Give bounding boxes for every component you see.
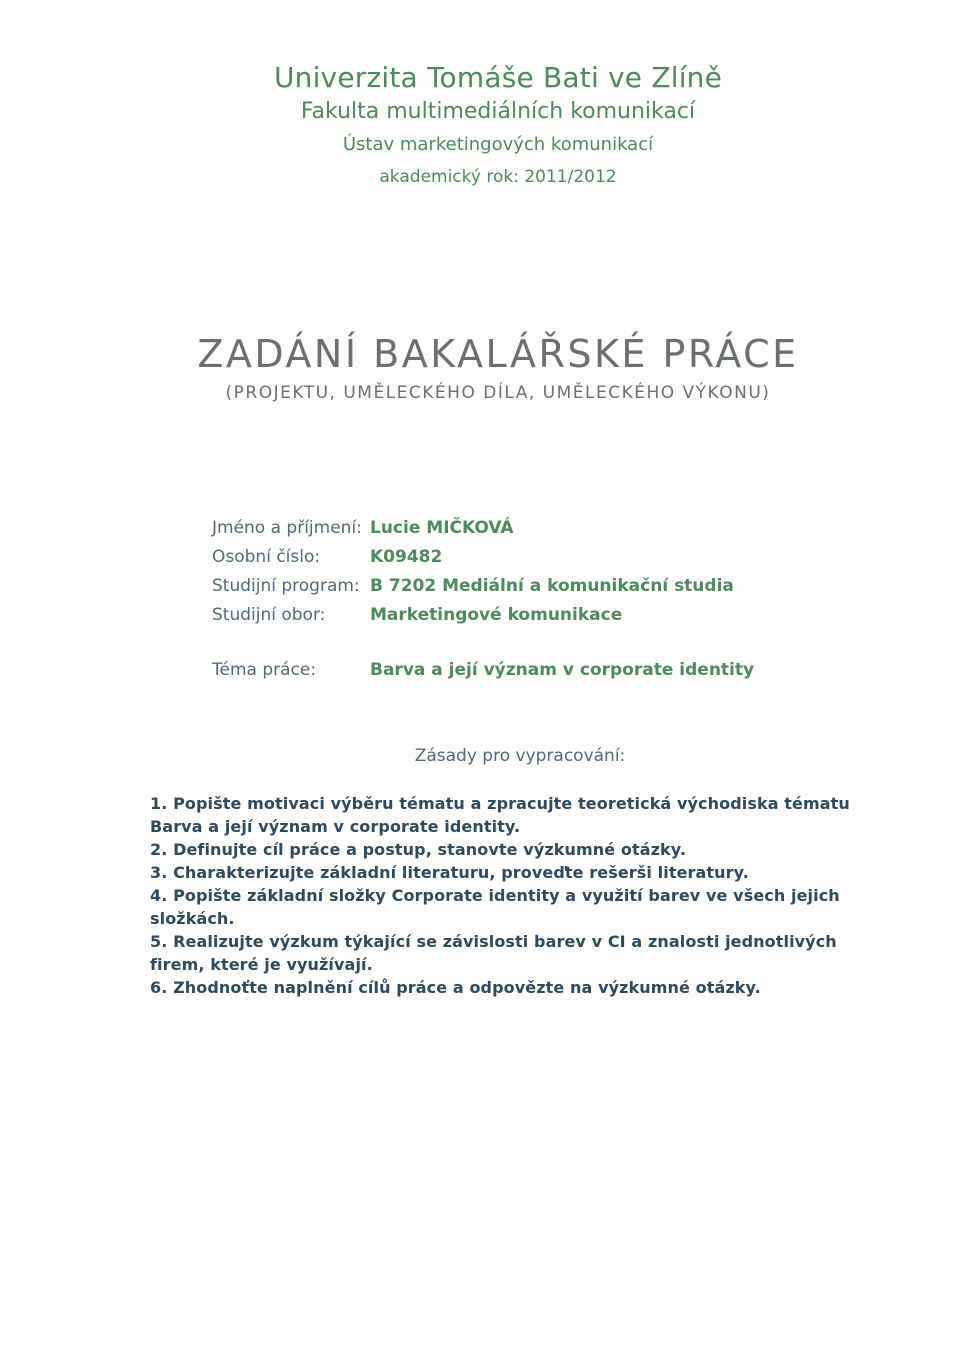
principle-item: 2. Definujte cíl práce a postup, stanovte výzkumné otázky. — [150, 840, 687, 859]
id-value: K09482 — [370, 547, 443, 567]
faculty-name: Fakulta multimediálních komunikací — [300, 99, 696, 124]
principle-item: 5. Realizujte výzkum týkající se závislosti barev v CI a znalosti jednotlivých firem, které je využívají. — [150, 932, 837, 974]
university-name: Univerzita Tomáše Bati ve Zlíně — [273, 61, 723, 94]
info-row-field — [0, 605, 960, 634]
academic-year: akademický rok: 2011/2012 — [379, 167, 617, 187]
document-title: ZADÁNÍ BAKALÁŘSKÉ PRÁCE — [197, 332, 799, 376]
principles-list — [150, 792, 860, 999]
document-title-block — [0, 328, 960, 406]
principle-item: 4. Popište základní složky Corporate identity a využití barev ve všech jejich složkách. — [150, 886, 840, 928]
topic-label: Téma práce: — [212, 660, 317, 680]
field-value: Marketingové komunikace — [370, 605, 623, 625]
field-label: Studijní obor: — [212, 605, 326, 625]
principle-item: 6. Zhodnoťte naplnění cílů práce a odpovězte na výzkumné otázky. — [150, 978, 761, 997]
student-info — [0, 518, 960, 634]
name-value: Lucie MIČKOVÁ — [370, 518, 514, 538]
id-label: Osobní číslo: — [212, 547, 321, 567]
program-value: B 7202 Mediální a komunikační studia — [370, 576, 734, 596]
institution-header — [0, 60, 960, 192]
info-row-name — [0, 518, 960, 547]
topic-value: Barva a její význam v corporate identity — [370, 660, 755, 680]
info-row-program — [0, 576, 960, 605]
name-label: Jméno a příjmení: — [212, 518, 362, 538]
principle-item: 1. Popište motivaci výběru tématu a zpracujte teoretická východiska tématu Barva a její význam v corporate identity. — [150, 794, 850, 836]
institute-name: Ústav marketingových komunikací — [342, 134, 654, 155]
topic-row — [0, 660, 960, 690]
document-subtitle: (PROJEKTU, UMĚLECKÉHO DÍLA, UMĚLECKÉHO VÝKONU) — [225, 383, 771, 403]
principle-item: 3. Charakterizujte základní literaturu, proveďte rešerši literatury. — [150, 863, 749, 882]
info-row-id — [0, 547, 960, 576]
program-label: Studijní program: — [212, 576, 360, 596]
principles-heading: Zásady pro vypracování: — [414, 746, 626, 766]
